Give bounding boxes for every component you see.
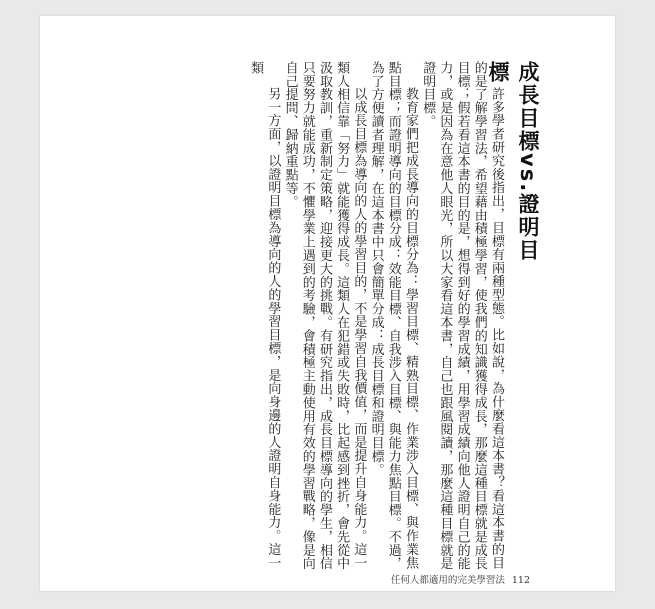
book-page [40,16,615,591]
paragraph-3: 以成長目標為導向的人的學習目的，不是學習自我價值，而是提升自身能力。這一類人相信靠「努力」就能獲得成長。這類人在犯錯或失敗時，比起感到挫折，會先從中汲取教訓，重新制定策略，迎接更大的挑戰。有研究指出，成長目標導向的學生，相信只要努力就能成功，不懼學業上遇到的考驗，會積極主動使用有效的學習戰略，像是向自己提問、歸納重點等。 [282,61,367,571]
running-book-title: 任何人都適用的完美學習法 [390,575,505,586]
body-text [195,61,505,573]
section-title: 成長目標vs.證明目標 [486,61,540,263]
paragraph-4: 另一方面，以證明目標為導向的人的學習目標，是向身邊的人證明自身能力。這一類 [248,61,281,570]
page-number: 112 [511,575,530,586]
page-footer [360,572,530,586]
paragraph-2: 教育家們把成長導向的目標分為：學習目標、精熟目標、作業涉入目標、與作業焦點目標；而證明導向的目標分成：效能目標、自我涉入目標、與能力焦點目標。不過，為了方便讀者理解，在這本書中只會簡單分成：成長目標和證明目標。 [368,61,418,571]
paragraph-1: 許多學者研究後指出，目標有兩種型態。比如說，為什麼看這本書？看這本書的目的是了解學習法，希望藉由積極學習，使我們的知識獲得成長，那麼這種目標就是成長目標；假若看這本書的目的是，想得到好的學習成績，用學習成績向他人證明自己的能力，或是因為在意他人眼光，所以大家看這本書，自己也跟風閱讀，那麼這種目標就是證明目標。 [420,61,504,571]
